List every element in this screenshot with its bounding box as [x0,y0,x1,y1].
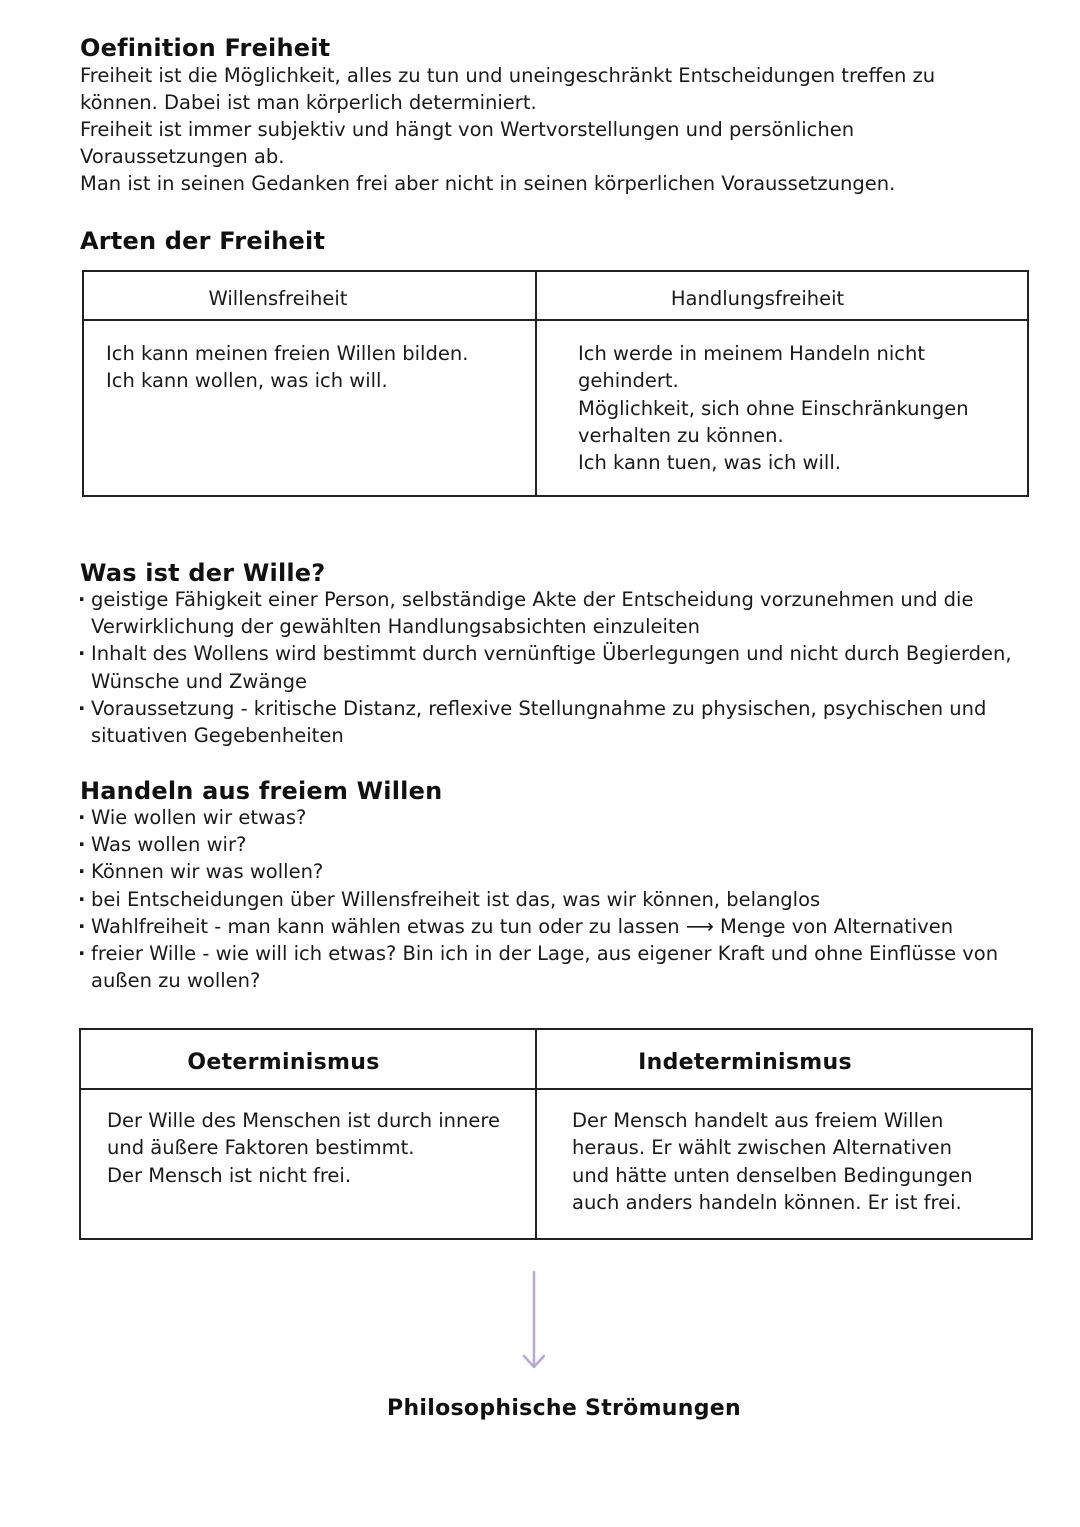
cell-line: Ich kann tuen, was ich will. [578,451,841,475]
list-item: · bei Entscheidungen über Willensfreiheit ist das, was wir können, belanglos [78,886,1058,913]
cell-line: Der Wille des Menschen ist durch innere [107,1109,500,1132]
philosophische-stroemungen-label: Philosophische Strömungen [387,1396,741,1421]
cell-line: Ich kann wollen, was ich will. [106,369,388,393]
determinismus-table [79,1028,1033,1240]
cell-line: Der Mensch ist nicht frei. [107,1163,352,1187]
definition-text [80,62,1040,197]
handeln-heading: Handeln aus freiem Willen [80,777,443,805]
indeterminismus-header: Indeterminismus [638,1050,852,1075]
list-item: · Wie wollen wir etwas? [78,804,1058,831]
list-item: · Inhalt des Wollens wird bestimmt durch vernünftige Überlegungen und nicht durch Begierden, Wünsche und Zwänge [78,640,1058,694]
definition-heading: Oefinition Freiheit [80,34,331,62]
wille-heading: Was ist der Wille? [80,559,326,587]
cell-line: Ich kann meinen freien Willen bilden. [106,342,469,365]
cell-line: auch anders handeln können. Er ist frei. [572,1190,962,1214]
handlungsfreiheit-cell [578,340,969,476]
wille-bullet-list [78,586,1058,749]
list-item: · Was wollen wir? [78,831,1058,858]
handeln-bullet-list [78,804,1058,994]
cell-line: gehindert. [578,369,679,393]
definition-line: Man ist in seinen Gedanken frei aber nicht in seinen körperlichen Voraussetzungen. [80,172,896,195]
arten-heading: Arten der Freiheit [80,227,326,255]
cell-line: und äußere Faktoren bestimmt. [107,1136,415,1160]
cell-line: Der Mensch handelt aus freiem Willen [572,1109,944,1132]
definition-line: Freiheit ist die Möglichkeit, alles zu tun und uneingeschränkt Entscheidungen treffen zu [80,64,936,87]
arrow-down-icon [518,1270,550,1370]
definition-line: Voraussetzungen ab. [80,145,285,168]
arten-table [82,270,1029,497]
indeterminismus-cell [572,1107,973,1216]
willensfreiheit-cell [106,340,468,395]
cell-line: Ich werde in meinem Handeln nicht [578,342,925,365]
willensfreiheit-header: Willensfreiheit [208,287,348,310]
list-item: · Wahlfreiheit - man kann wählen etwas zu tun oder zu lassen ⟶ Menge von Alternativen [78,913,1058,940]
cell-line: Möglichkeit, sich ohne Einschränkungen [578,396,969,420]
cell-line: und hätte unten denselben Bedingungen [572,1163,973,1187]
cell-line: verhalten zu können. [578,423,784,447]
list-item: · Können wir was wollen? [78,858,1058,885]
list-item: · freier Wille - wie will ich etwas? Bin ich in der Lage, aus eigener Kraft und ohne Einflüsse von außen zu wollen? [78,940,1058,994]
arten-table-header-divider [84,319,1027,321]
determinismus-table-header-divider [81,1088,1031,1090]
determinismus-cell [107,1107,500,1189]
cell-line: heraus. Er wählt zwischen Alternativen [572,1136,953,1160]
definition-line: Freiheit ist immer subjektiv und hängt von Wertvorstellungen und persönlichen [80,118,855,141]
list-item: · Voraussetzung - kritische Distanz, reflexive Stellungnahme zu physischen, psychischen und situativen Gegebenheiten [78,695,1058,749]
handlungsfreiheit-header: Handlungsfreiheit [670,287,845,310]
list-item: · geistige Fähigkeit einer Person, selbständige Akte der Entscheidung vorzunehmen und die Verwirklichung der gewählten Handlungsabsichten einzuleiten [78,586,1058,640]
determinismus-header: Oeterminismus [187,1050,380,1075]
definition-line: können. Dabei ist man körperlich determiniert. [80,91,537,114]
